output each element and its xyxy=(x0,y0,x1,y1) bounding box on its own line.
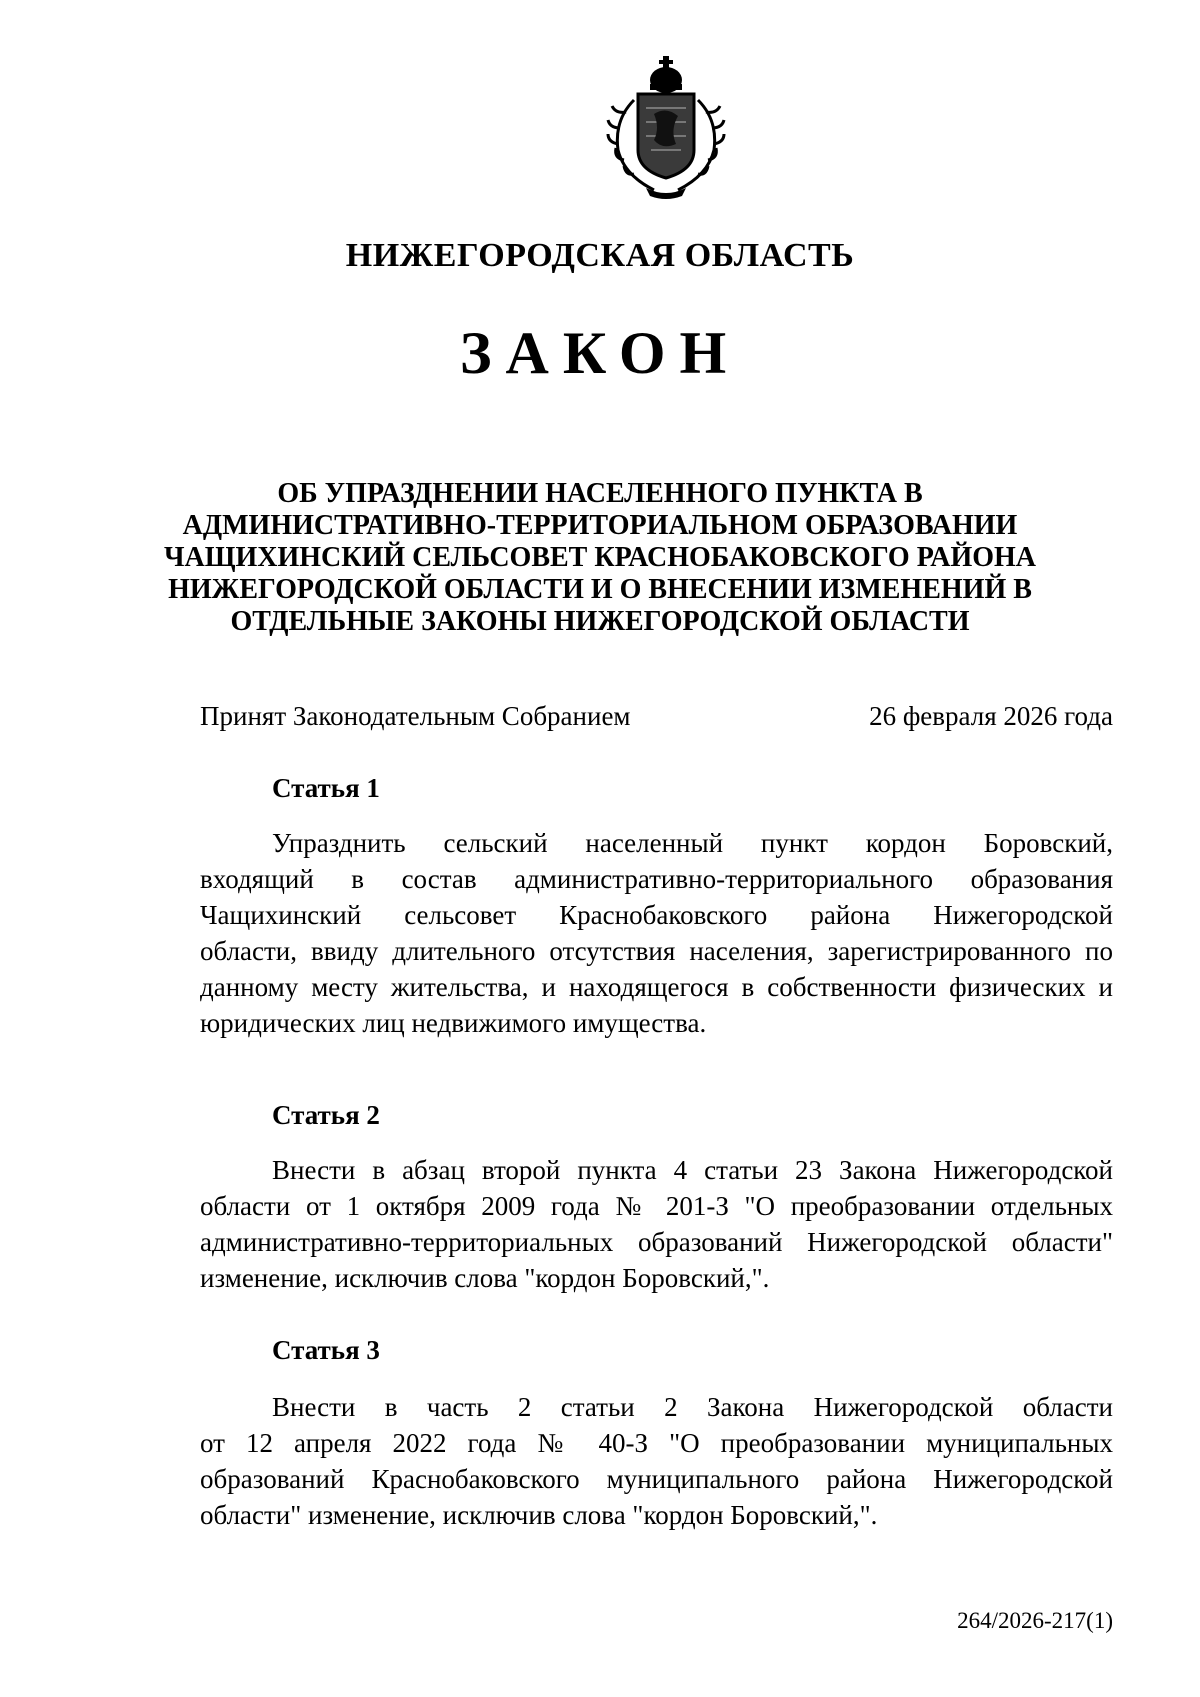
law-title xyxy=(150,478,1050,638)
law-title-line: ОТДЕЛЬНЫЕ ЗАКОНЫ НИЖЕГОРОДСКОЙ ОБЛАСТИ xyxy=(230,606,970,637)
text-line: Внести в часть 2 статьи 2 Закона Нижегородской области xyxy=(272,1392,1113,1422)
article-1-heading: Статья 1 xyxy=(272,773,380,803)
coat-of-arms-emblem xyxy=(596,50,736,200)
law-title-line: ЧАЩИХИНСКИЙ СЕЛЬСОВЕТ КРАСНОБАКОВСКОГО РАЙОНА xyxy=(163,542,1037,573)
text-line: Чащихинский сельсовет Краснобаковского района Нижегородской xyxy=(200,900,1113,930)
article-3-heading: Статья 3 xyxy=(272,1335,380,1365)
text-line: административно-территориальных образований Нижегородской области" xyxy=(200,1227,1113,1257)
text-line: области, ввиду длительного отсутствия населения, зарегистрированного по xyxy=(200,936,1113,966)
document-type-heading: ЗАКОН xyxy=(459,320,741,386)
article-3-text xyxy=(200,1389,1113,1533)
adoption-line xyxy=(200,699,1113,733)
law-title-line: АДМИНИСТРАТИВНО-ТЕРРИТОРИАЛЬНОМ ОБРАЗОВАНИИ xyxy=(182,510,1018,541)
text-line: образований Краснобаковского муниципального района Нижегородской xyxy=(200,1464,1113,1494)
text-line: данному месту жительства, и находящегося в собственности физических и xyxy=(200,972,1113,1002)
adoption-label: Принят Законодательным Собранием xyxy=(200,701,631,731)
adoption-date: 26 февраля 2026 года xyxy=(869,701,1113,731)
text-line: Упразднить сельский населенный пункт кордон Боровский, xyxy=(272,828,1113,858)
text-line: изменение, исключив слова "кордон Боровский,". xyxy=(200,1263,770,1293)
article-2-heading: Статья 2 xyxy=(272,1100,380,1130)
text-line: юридических лиц недвижимого имущества. xyxy=(200,1008,707,1038)
text-line: входящий в состав административно-территориального образования xyxy=(200,864,1113,894)
text-line: области от 1 октября 2009 года № 201-З "О преобразовании отдельных xyxy=(200,1191,1113,1221)
text-line: области" изменение, исключив слова "кордон Боровский,". xyxy=(200,1500,878,1530)
region-heading: НИЖЕГОРОДСКАЯ ОБЛАСТЬ xyxy=(345,237,855,274)
article-1-text xyxy=(200,825,1113,1041)
text-line: Внести в абзац второй пункта 4 статьи 23 Закона Нижегородской xyxy=(272,1155,1113,1185)
document-number: 264/2026-217(1) xyxy=(957,1608,1113,1633)
law-title-line: ОБ УПРАЗДНЕНИИ НАСЕЛЕННОГО ПУНКТА В xyxy=(277,478,923,509)
text-line: от 12 апреля 2022 года № 40-З "О преобразовании муниципальных xyxy=(200,1428,1113,1458)
law-title-line: НИЖЕГОРОДСКОЙ ОБЛАСТИ И О ВНЕСЕНИИ ИЗМЕНЕНИЙ В xyxy=(168,574,1032,605)
article-2-text xyxy=(200,1152,1113,1296)
